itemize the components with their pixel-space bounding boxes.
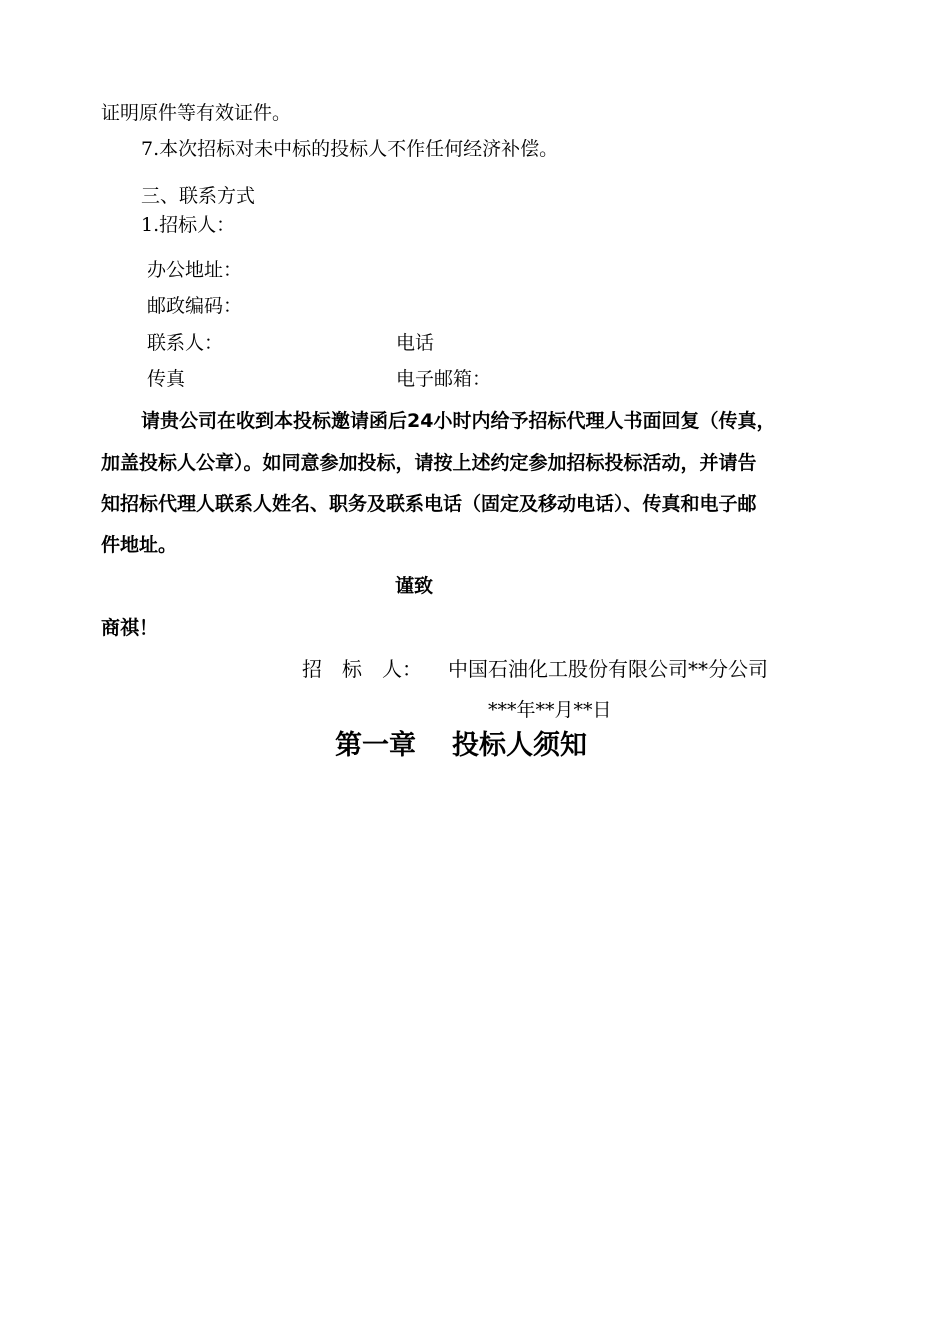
continuation-text: 证明原件等有效证件。 [101,102,292,124]
salutation-text: 商祺！ [101,617,159,639]
signer-name: 中国石油化工股份有限公司**分公司 [448,657,768,681]
signature-date: ***年**月**日 [488,699,612,721]
item-7-text: 7.本次招标对未中标的投标人不作任何经济补偿。 [141,138,559,160]
request-paragraph-line-2: 加盖投标人公章）。如同意参加投标，请按上述约定参加招标投标活动，并请告 [101,452,757,474]
regards-text: 谨致 [395,575,434,597]
signer-label: 招 标 人： [302,657,422,681]
fax-label: 传真 [147,368,186,390]
request-paragraph-line-1: 请贵公司在收到本投标邀请函后24小时内给予招标代理人书面回复（传真， [141,410,776,432]
request-paragraph-line-3: 知招标代理人联系人姓名、职务及联系电话（固定及移动电话）、传真和电子邮 [101,493,757,515]
contact-person-label: 联系人： [147,332,224,354]
item-1-tenderer: 1.招标人： [141,214,236,236]
chapter-heading [335,732,587,759]
phone-label: 电话 [396,332,435,354]
postcode-label: 邮政编码： [147,295,243,317]
chapter-title: 投标人须知 [452,730,587,761]
chapter-number: 第一章 [335,730,416,761]
section-3-heading: 三、联系方式 [141,185,256,207]
request-paragraph-line-4: 件地址。 [101,534,178,556]
office-address-label: 办公地址： [147,259,243,281]
email-label: 电子邮箱： [396,368,492,390]
